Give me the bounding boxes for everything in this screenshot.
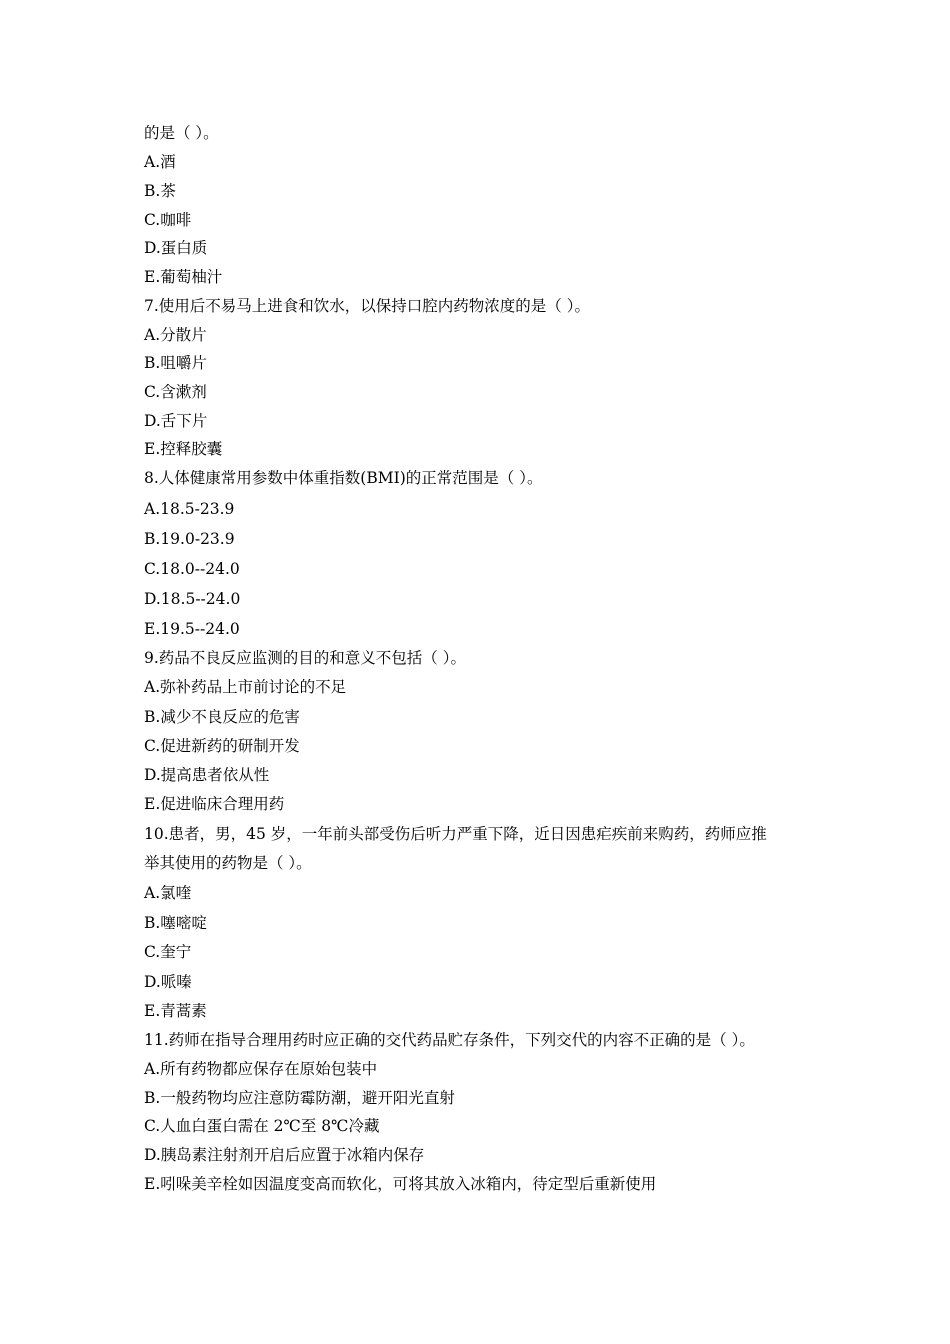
q8-option-e: E.19.5--24.0 xyxy=(144,620,240,638)
q10-option-e: E.青蒿素 xyxy=(144,1002,207,1020)
q9-option-c: C.促进新药的研制开发 xyxy=(144,737,300,755)
question-11-stem: 11.药师在指导合理用药时应正确的交代药品贮存条件，下列交代的内容不正确的是（ ）。 xyxy=(144,1031,755,1049)
q10-option-b: B.噻嘧啶 xyxy=(144,914,207,932)
q7-option-d: D.舌下片 xyxy=(144,412,208,430)
q9-option-a: A.弥补药品上市前讨论的不足 xyxy=(144,678,347,696)
q6-option-a: A.酒 xyxy=(144,153,176,171)
q10-option-a: A.氯喹 xyxy=(144,884,192,902)
q8-option-a: A.18.5-23.9 xyxy=(144,500,235,518)
q8-option-b: B.19.0-23.9 xyxy=(144,530,235,548)
question-8-stem: 8.人体健康常用参数中体重指数(BMI)的正常范围是（ ）。 xyxy=(144,469,543,487)
q7-option-a: A.分散片 xyxy=(144,326,207,344)
question-9-stem: 9.药品不良反应监测的目的和意义不包括（ ）。 xyxy=(144,649,466,667)
q8-option-c: C.18.0--24.0 xyxy=(144,560,240,578)
question-6-stem-continuation: 的是（ ）。 xyxy=(144,124,219,142)
q6-option-e: E.葡萄柚汁 xyxy=(144,268,223,286)
q7-option-c: C.含漱剂 xyxy=(144,383,207,401)
q10-option-c: C.奎宁 xyxy=(144,943,192,961)
q9-option-b: B.减少不良反应的危害 xyxy=(144,708,300,726)
q7-option-e: E.控释胶囊 xyxy=(144,440,223,458)
q6-option-b: B.茶 xyxy=(144,182,176,200)
q11-option-a: A.所有药物都应保存在原始包装中 xyxy=(144,1060,378,1078)
q11-option-b: B.一般药物均应注意防霉防潮，避开阳光直射 xyxy=(144,1089,455,1107)
q7-option-b: B.咀嚼片 xyxy=(144,354,207,372)
q11-option-d: D.胰岛素注射剂开启后应置于冰箱内保存 xyxy=(144,1146,425,1164)
q9-option-e: E.促进临床合理用药 xyxy=(144,795,285,813)
q6-option-c: C.咖啡 xyxy=(144,211,192,229)
q11-option-c: C.人血白蛋白需在 2℃至 8℃冷藏 xyxy=(144,1117,380,1135)
q11-option-e: E.吲哚美辛栓如因温度变高而软化，可将其放入冰箱内，待定型后重新使用 xyxy=(144,1175,657,1193)
question-7-stem: 7.使用后不易马上进食和饮水，以保持口腔内药物浓度的是（ ）。 xyxy=(144,297,590,315)
q6-option-d: D.蛋白质 xyxy=(144,239,208,257)
question-10-stem-line-2: 举其使用的药物是（ ）。 xyxy=(144,854,312,872)
q9-option-d: D.提高患者依从性 xyxy=(144,766,270,784)
q8-option-d: D.18.5--24.0 xyxy=(144,590,241,608)
q10-option-d: D.哌嗪 xyxy=(144,973,192,991)
question-10-stem-line-1: 10.患者，男，45 岁，一年前头部受伤后听力严重下降，近日因患疟疾前来购药，药师应推 xyxy=(144,825,767,843)
